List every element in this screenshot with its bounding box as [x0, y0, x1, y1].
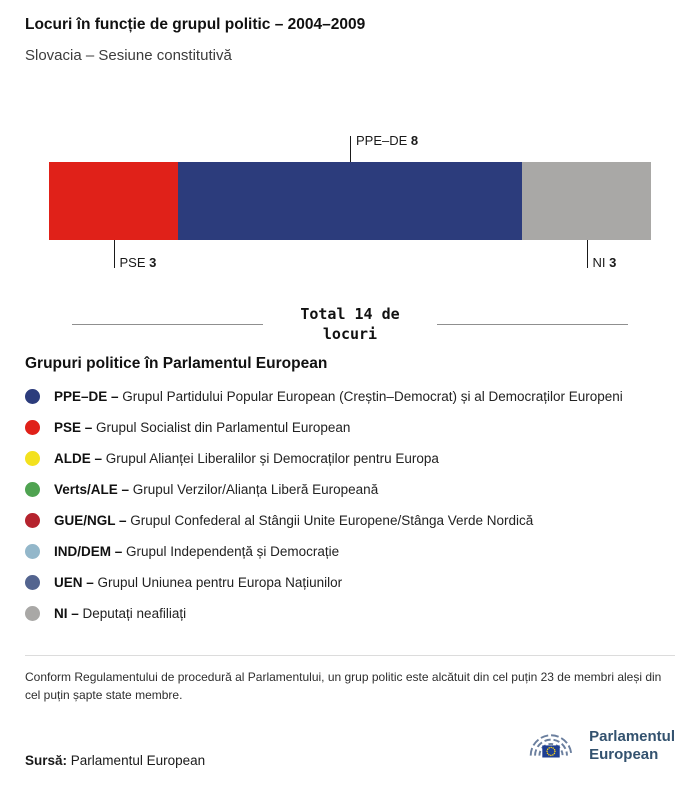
bar-label-pse: PSE 3 — [114, 240, 157, 268]
legend-item-ppe-de — [25, 381, 675, 412]
source-text: Parlamentul European — [70, 753, 206, 768]
bottom-bar — [25, 723, 675, 786]
legend-heading: Grupuri politice în Parlamentul European — [25, 354, 328, 372]
legend-dot-alde — [25, 451, 40, 466]
legend-dot-pse — [25, 420, 40, 435]
ep-logo-line1: Parlamentul — [589, 727, 675, 745]
legend-label-ppe-de: PPE–DE – Grupul Partidului Popular European (Creștin–Democrat) și al Democraților Europeni — [54, 388, 623, 404]
legend-item-ni — [25, 598, 675, 629]
legend-label-ind-dem: IND/DEM – Grupul Independență și Democrație — [54, 543, 340, 559]
stacked-bar — [49, 162, 651, 240]
total-divider — [72, 304, 628, 345]
ep-hemicycle-icon — [522, 723, 580, 768]
divider-rule-left — [72, 324, 263, 325]
seats-chart — [49, 133, 651, 270]
legend-item-alde — [25, 443, 675, 474]
ep-logo-text — [589, 728, 675, 764]
legend-list — [25, 381, 675, 629]
legend-dot-uen — [25, 575, 40, 590]
source-label: Sursă: — [25, 753, 68, 768]
legend-item-verts-ale — [25, 474, 675, 505]
legend-dot-ni — [25, 606, 40, 621]
legend-label-ni: NI – Deputați neafiliați — [54, 605, 187, 621]
page-subtitle: Slovacia – Sesiune constitutivă — [25, 47, 232, 64]
footnote: Conform Regulamentului de procedură al Parlamentului, un grup politic este alcătuit din cel puțin 23 de membri aleși din cel puțin șapte state membre. — [25, 669, 662, 703]
bar-label-ppe–de: PPE–DE 8 — [350, 136, 418, 162]
footnote-divider — [25, 655, 675, 656]
legend-item-gue-ngl — [25, 505, 675, 536]
legend-item-pse — [25, 412, 675, 443]
ep-logo — [522, 723, 675, 768]
legend-dot-gue-ngl — [25, 513, 40, 528]
legend-dot-ppe-de — [25, 389, 40, 404]
legend-label-alde: ALDE – Grupul Alianței Liberalilor și Democraților pentru Europa — [54, 450, 439, 466]
ep-logo-line2: European — [589, 745, 659, 763]
bar-label-ni: NI 3 — [587, 240, 617, 268]
legend-label-gue-ngl: GUE/NGL – Grupul Confederal al Stângii Unite Europene/Stânga Verde Nordică — [54, 512, 534, 528]
legend-dot-ind-dem — [25, 544, 40, 559]
legend-dot-verts-ale — [25, 482, 40, 497]
legend-label-pse: PSE – Grupul Socialist din Parlamentul European — [54, 419, 351, 435]
legend — [25, 349, 675, 629]
bar-segment-ni[interactable] — [522, 162, 651, 240]
legend-label-verts-ale: Verts/ALE – Grupul Verzilor/Alianța Liberă Europeană — [54, 481, 379, 497]
total-seats-label: Total 14 de locuri — [300, 305, 400, 344]
bar-segment-pse[interactable] — [49, 162, 178, 240]
legend-item-uen — [25, 567, 675, 598]
source-line — [25, 753, 205, 768]
legend-item-ind-dem — [25, 536, 675, 567]
page-title: Locuri în funcție de grupul politic – 2004–2009 — [25, 16, 366, 33]
divider-rule-right — [437, 324, 628, 325]
legend-label-uen: UEN – Grupul Uniunea pentru Europa Națiunilor — [54, 574, 343, 590]
bar-segment-ppe–de[interactable] — [178, 162, 522, 240]
